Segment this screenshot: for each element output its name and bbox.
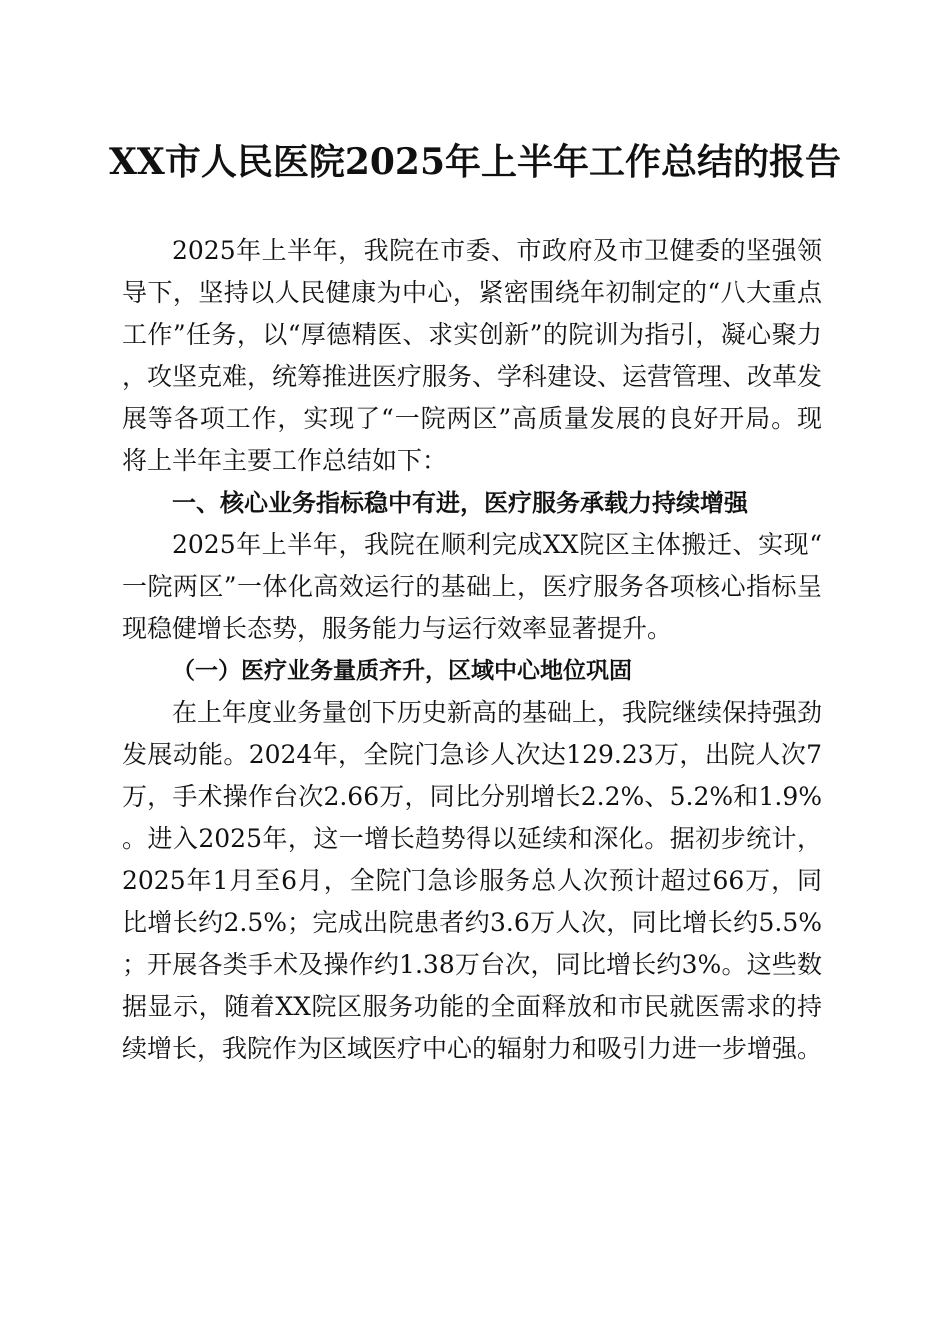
subsection-heading-1: （一）医疗业务量质齐升，区域中心地位巩固 [172, 658, 632, 684]
document-title: XX市人民医院2025年上半年工作总结的报告 [108, 141, 842, 183]
document-body [122, 230, 822, 1070]
section-1-paragraph: 2025年上半年，我院在顺利完成XX院区主体搬迁、实现“一院两区”一体化高效运行的基础上，医疗服务各项核心指标呈现稳健增长态势，服务能力与运行效率显著提升。 [122, 530, 822, 643]
section-heading-1: 一、核心业务指标稳中有进，医疗服务承载力持续增强 [172, 489, 748, 517]
intro-paragraph: 2025年上半年，我院在市委、市政府及市卫健委的坚强领导下，坚持以人民健康为中心，紧密围绕年初制定的“八大重点工作”任务，以“厚德精医、求实创新”的院训为指引，凝心聚力，攻坚克难，统筹推进医疗服务、学科建设、运营管理、改革发展等各项工作，实现了“一院两区”高质量发展的良好开局。现将上半年主要工作总结如下： [122, 236, 823, 475]
subsection-1-paragraph: 在上年度业务量创下历史新高的基础上，我院继续保持强劲发展动能。2024年，全院门急诊人次达129.23万，出院人次7万，手术操作台次2.66万，同比分别增长2.2%、5.2%和1.9%。进入2025年，这一增长趋势得以延续和深化。据初步统计，2025年1月至6月，全院门急诊服务总人次预计超过66万，同比增长约2.5%；完成出院患者约3.6万人次，同比增长约5.5%；开展各类手术及操作约1.38万台次，同比增长约3%。这些数据显示，随着XX院区服务功能的全面释放和市民就医需求的持续增长，我院作为区域医疗中心的辐射力和吸引力进一步增强。 [122, 698, 823, 1063]
